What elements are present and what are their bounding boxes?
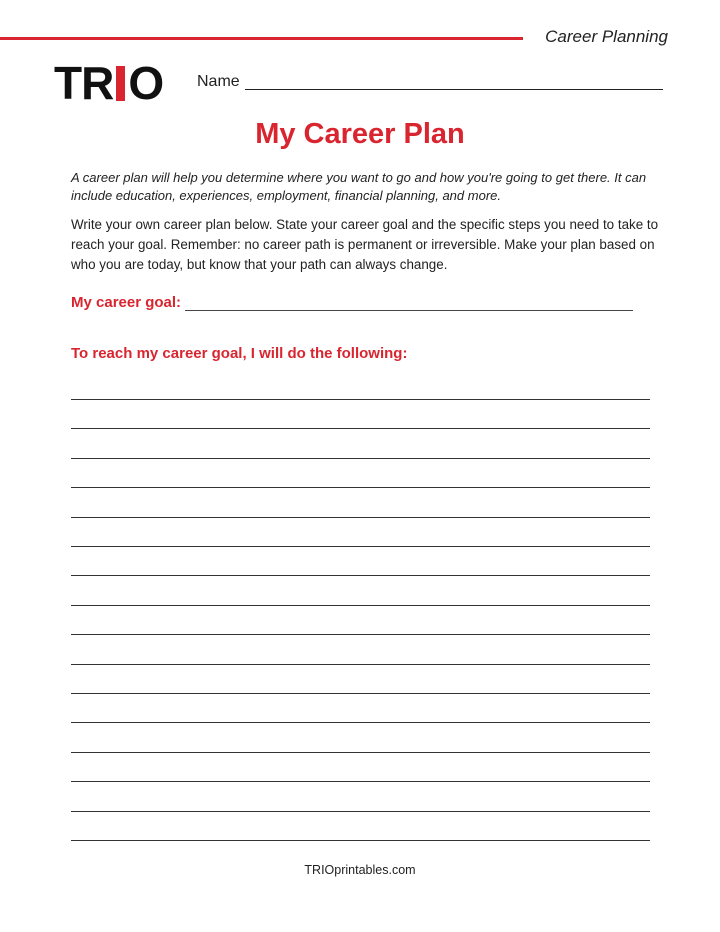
step-write-line[interactable]: [71, 781, 650, 782]
step-write-line[interactable]: [71, 399, 650, 400]
name-label: Name: [197, 73, 240, 90]
step-write-line[interactable]: [71, 517, 650, 518]
step-write-line[interactable]: [71, 693, 650, 694]
career-goal-field[interactable]: [185, 310, 633, 311]
name-field[interactable]: [245, 89, 663, 90]
section-label: Career Planning: [545, 27, 668, 46]
career-goal-label: My career goal:: [71, 294, 182, 311]
step-write-line[interactable]: [71, 605, 650, 606]
footer-url: TRIOprintables.com: [304, 863, 416, 877]
logo-text-right: O: [128, 57, 164, 109]
logo-text-left: TR: [54, 57, 114, 109]
trio-logo: [54, 59, 163, 107]
page-title: My Career Plan: [255, 118, 465, 150]
logo-i-bar: [116, 66, 125, 101]
step-write-line[interactable]: [71, 840, 650, 841]
step-write-line[interactable]: [71, 546, 650, 547]
step-write-line[interactable]: [71, 575, 650, 576]
step-write-line[interactable]: [71, 811, 650, 812]
step-write-line[interactable]: [71, 752, 650, 753]
step-write-line[interactable]: [71, 428, 650, 429]
intro-text: A career plan will help you determine where you want to go and how you're going to get there. It can include education, experiences, employment, financial planning, and more.: [71, 170, 647, 203]
steps-heading: To reach my career goal, I will do the following:: [71, 345, 408, 362]
step-write-line[interactable]: [71, 634, 650, 635]
header-rule: [0, 37, 523, 40]
step-write-line[interactable]: [71, 664, 650, 665]
step-write-line[interactable]: [71, 722, 650, 723]
step-write-line[interactable]: [71, 487, 650, 488]
step-write-line[interactable]: [71, 458, 650, 459]
instructions-text: Write your own career plan below. State your career goal and the specific steps you need to take to reach your goal. Remember: no career path is permanent or irreversible. Make your plan based on who you are today, but know that your path can always change.: [71, 217, 659, 272]
